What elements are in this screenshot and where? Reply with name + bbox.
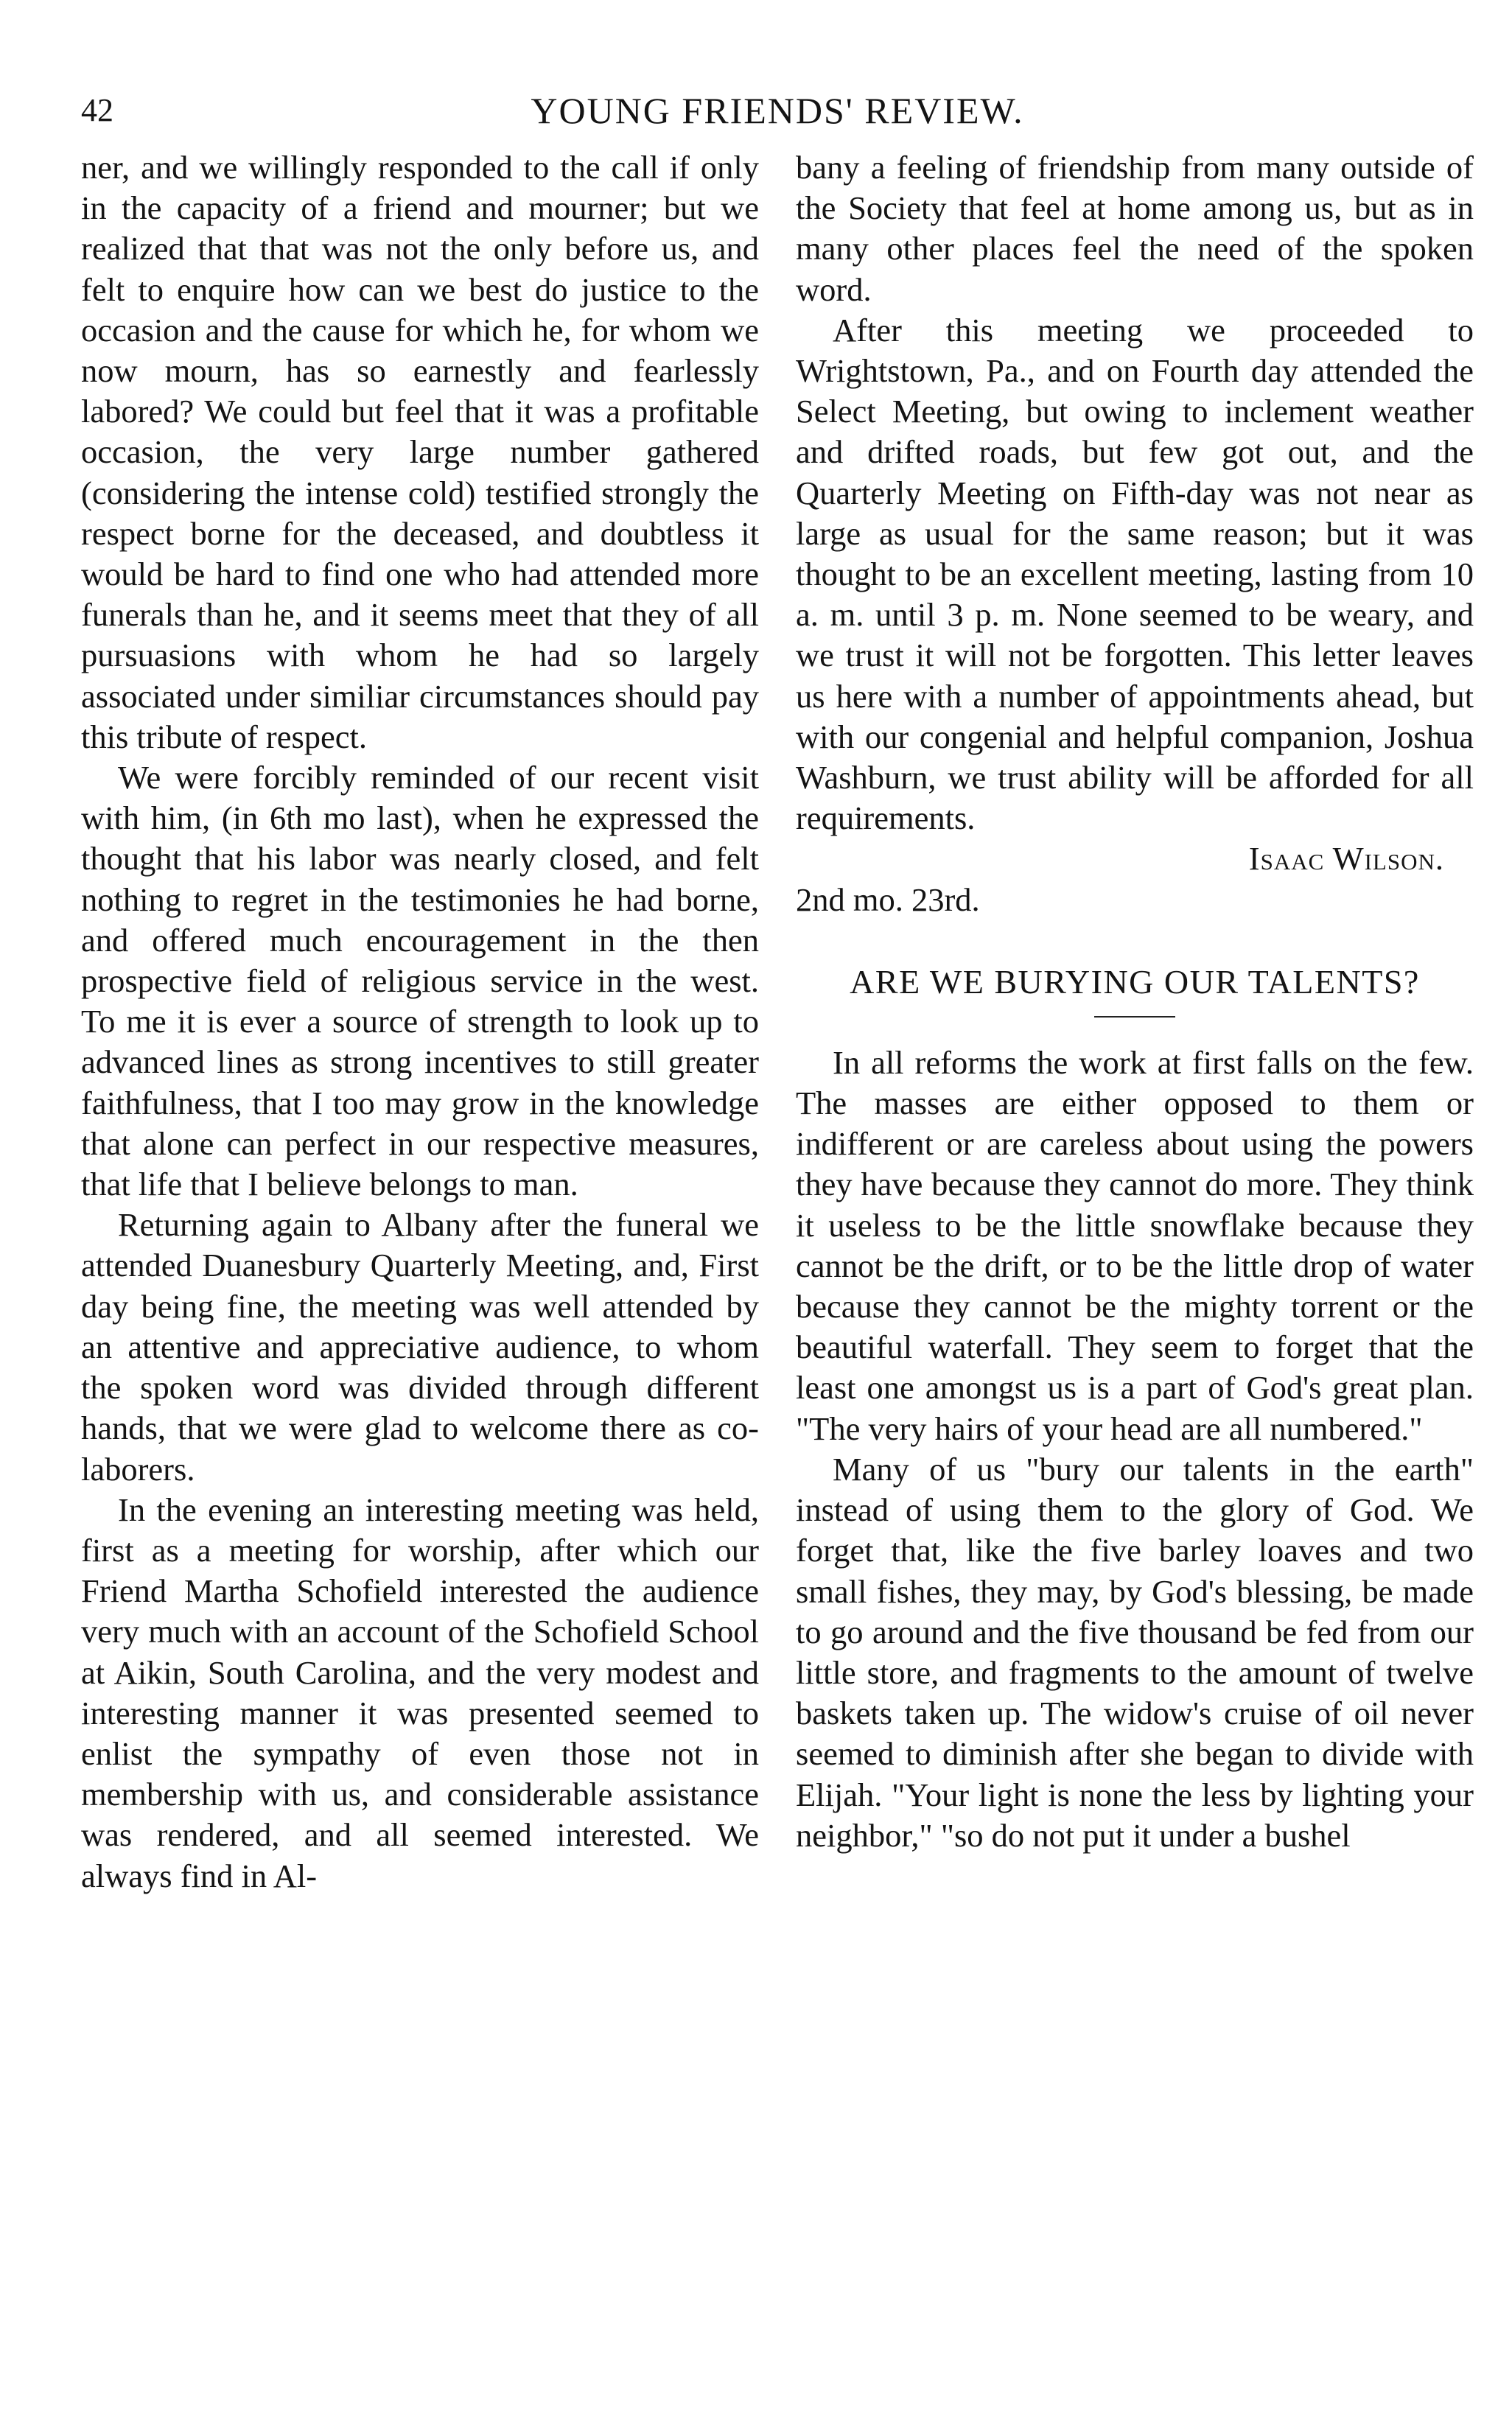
heading-rule	[1094, 1016, 1175, 1018]
left-column	[81, 147, 759, 1897]
paragraph: Many of us "bury our talents in the earth" instead of using them to the glory of God. We forget that, like the five barley loaves and two small fishes, they may, by God's blessing, be made to go around and the five thousand be fed from our little store, and fragments to the amount of twelve baskets taken up. The widow's cruise of oil never seemed to diminish after she began to divide with Elijah. "Your light is none the less by lighting your neighbor," "so do not put it under a bushel	[796, 1450, 1474, 1854]
paragraph: In the evening an interesting meeting was held, first as a meeting for worship, after which our Friend Martha Schofield interested the audience very much with an account of the Schofield School at Aikin, South Carolina, and the very modest and interesting manner it was presented seemed to enlist the sympathy of even those not in membership with us, and considerable assistance was rendered, and all seemed interested. We always find in Al-	[81, 1491, 759, 1894]
paragraph: ner, and we willingly responded to the call if only in the capacity of a friend and mourner; but we realized that that was not the only before us, and felt to enquire how can we best do justice to the occasion and the cause for which he, for whom we now mourn, has so earnestly and fearlessly labored? We could but feel that it was a profitable occasion, the very large number gathered (considering the intense cold) testified strongly the respect borne for the deceased, and doubtless it would be hard to find one who had attended more funerals than he, and it seems meet that they of all pursuasions with whom he had so largely associated under similiar circumstances should pay this tribute of respect.	[81, 149, 759, 755]
paragraph: We were forcibly reminded of our recent visit with him, (in 6th mo last), when he expressed the thought that his labor was nearly closed, and felt nothing to regret in the testimonies he had borne, and offered much encouragement in the then prospective field of religious service in the west. To me it is ever a source of strength to look up to advanced lines as strong incentives to still greater faithfulness, that I too may grow in the knowledge that alone can perfect in our respective measures, that life that I believe belongs to man.	[81, 759, 759, 1203]
paragraph: After this meeting we proceeded to Wrightstown, Pa., and on Fourth day attended the Select Meeting, but owing to inclement weather and drifted roads, but few got out, and the Quarterly Meeting on Fifth-day was not near as large as usual for the same reason; but it was thought to be an excellent meeting, lasting from 10 a. m. until 3 p. m. None seemed to be weary, and we trust it will not be forgotten. This letter leaves us here with a number of appointments ahead, but with our congenial and helpful companion, Joshua Washburn, we trust ability will be afforded for all requirements.	[796, 311, 1474, 837]
letter-dateline: 2nd mo. 23rd.	[796, 880, 980, 918]
paragraph: bany a feeling of friendship from many outside of the Society that feel at home among us, but as in many other places feel the need of the spoken word.	[796, 149, 1474, 308]
paragraph: In all reforms the work at first falls on the few. The masses are either opposed to them or indifferent or are careless about using the powers they have because they cannot do more. They think it useless to be the little snowflake because they cannot be the drift, or to be the little drop of water because they cannot be the mighty torrent or the beautiful waterfall. They seem to forget that the least one amongst us is a part of God's great plan. "The very hairs of your head are all numbered."	[796, 1043, 1474, 1447]
paragraph: Returning again to Albany after the funeral we attended Duanesbury Quarterly Meeting, and, First day being fine, the meeting was well attended by an attentive and appreciative audience, to whom the spoken word was divided through different hands, that we were glad to welcome there as co-laborers.	[81, 1206, 759, 1488]
letter-signature: Isaac Wilson.	[1248, 840, 1444, 878]
journal-title: YOUNG FRIENDS' REVIEW.	[531, 90, 1024, 131]
page-number: 42	[81, 92, 113, 128]
article-heading: ARE WE BURYING OUR TALENTS?	[850, 962, 1420, 1001]
running-head	[81, 81, 1474, 140]
right-column	[796, 147, 1474, 1856]
